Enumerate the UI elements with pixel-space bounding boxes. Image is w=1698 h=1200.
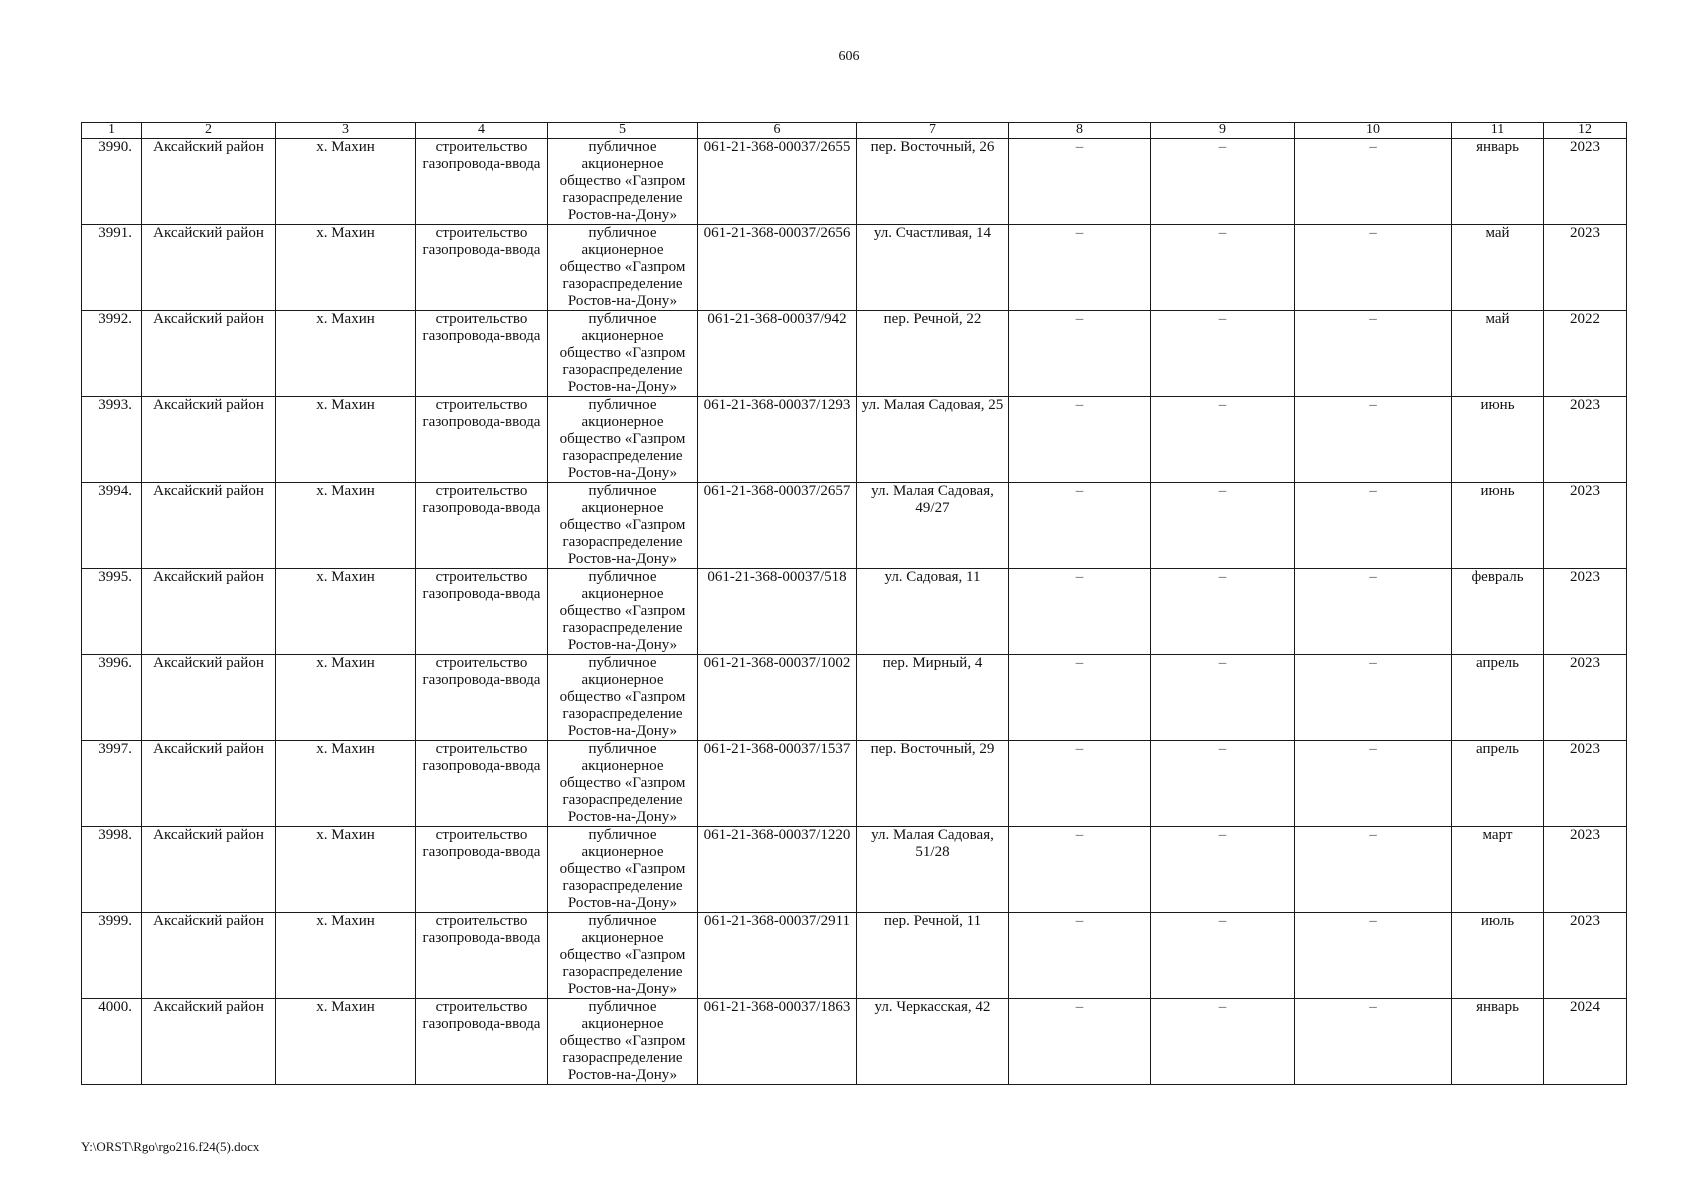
cell-column-9: – (1151, 999, 1295, 1085)
cell-district: Аксайский район (142, 139, 276, 225)
table-header (82, 123, 1627, 139)
table-row (82, 569, 1627, 655)
cell-registry-code: 061-21-368-00037/942 (698, 311, 857, 397)
cell-month: январь (1452, 999, 1544, 1085)
cell-year: 2022 (1544, 311, 1627, 397)
cell-month: май (1452, 311, 1544, 397)
cell-district: Аксайский район (142, 999, 276, 1085)
cell-registry-code: 061-21-368-00037/2655 (698, 139, 857, 225)
cell-row-number: 3994. (82, 483, 142, 569)
cell-locality: х. Махин (276, 827, 416, 913)
table-row (82, 483, 1627, 569)
cell-locality: х. Махин (276, 139, 416, 225)
cell-column-10: – (1295, 225, 1452, 311)
cell-address: ул. Садовая, 11 (857, 569, 1009, 655)
table-row (82, 827, 1627, 913)
cell-column-8: – (1009, 139, 1151, 225)
cell-locality: х. Махин (276, 999, 416, 1085)
column-header-3: 3 (276, 123, 416, 139)
cell-locality: х. Махин (276, 741, 416, 827)
cell-work-type: строительство газопровода-ввода (416, 655, 548, 741)
cell-month: июнь (1452, 397, 1544, 483)
cell-column-9: – (1151, 397, 1295, 483)
cell-address: пер. Восточный, 29 (857, 741, 1009, 827)
cell-locality: х. Махин (276, 569, 416, 655)
cell-column-10: – (1295, 655, 1452, 741)
table-row (82, 913, 1627, 999)
cell-organization: публичное акционерное общество «Газпром газораспределение Ростов-на-Дону» (548, 397, 698, 483)
cell-column-10: – (1295, 827, 1452, 913)
cell-row-number: 3996. (82, 655, 142, 741)
cell-address: ул. Черкасская, 42 (857, 999, 1009, 1085)
cell-district: Аксайский район (142, 827, 276, 913)
cell-registry-code: 061-21-368-00037/518 (698, 569, 857, 655)
cell-month: март (1452, 827, 1544, 913)
cell-year: 2023 (1544, 913, 1627, 999)
cell-month: февраль (1452, 569, 1544, 655)
cell-organization: публичное акционерное общество «Газпром газораспределение Ростов-на-Дону» (548, 569, 698, 655)
cell-column-10: – (1295, 311, 1452, 397)
cell-registry-code: 061-21-368-00037/1002 (698, 655, 857, 741)
cell-locality: х. Махин (276, 913, 416, 999)
cell-row-number: 3998. (82, 827, 142, 913)
cell-district: Аксайский район (142, 397, 276, 483)
cell-work-type: строительство газопровода-ввода (416, 999, 548, 1085)
column-header-1: 1 (82, 123, 142, 139)
cell-month: июль (1452, 913, 1544, 999)
column-header-6: 6 (698, 123, 857, 139)
cell-month: апрель (1452, 655, 1544, 741)
cell-month: январь (1452, 139, 1544, 225)
cell-row-number: 3993. (82, 397, 142, 483)
cell-column-10: – (1295, 139, 1452, 225)
column-header-5: 5 (548, 123, 698, 139)
cell-district: Аксайский район (142, 741, 276, 827)
table-body (82, 139, 1627, 1085)
cell-address: ул. Малая Садовая, 51/28 (857, 827, 1009, 913)
cell-row-number: 3999. (82, 913, 142, 999)
cell-column-8: – (1009, 397, 1151, 483)
cell-row-number: 3995. (82, 569, 142, 655)
cell-address: пер. Восточный, 26 (857, 139, 1009, 225)
cell-row-number: 3991. (82, 225, 142, 311)
cell-year: 2023 (1544, 741, 1627, 827)
cell-column-10: – (1295, 397, 1452, 483)
cell-column-9: – (1151, 913, 1295, 999)
cell-column-8: – (1009, 999, 1151, 1085)
cell-year: 2023 (1544, 483, 1627, 569)
cell-organization: публичное акционерное общество «Газпром газораспределение Ростов-на-Дону» (548, 913, 698, 999)
cell-year: 2023 (1544, 225, 1627, 311)
cell-work-type: строительство газопровода-ввода (416, 827, 548, 913)
cell-address: ул. Малая Садовая, 49/27 (857, 483, 1009, 569)
cell-work-type: строительство газопровода-ввода (416, 741, 548, 827)
cell-registry-code: 061-21-368-00037/1863 (698, 999, 857, 1085)
cell-locality: х. Махин (276, 483, 416, 569)
cell-column-9: – (1151, 655, 1295, 741)
cell-address: пер. Мирный, 4 (857, 655, 1009, 741)
cell-organization: публичное акционерное общество «Газпром газораспределение Ростов-на-Дону» (548, 225, 698, 311)
cell-organization: публичное акционерное общество «Газпром газораспределение Ростов-на-Дону» (548, 139, 698, 225)
cell-column-8: – (1009, 569, 1151, 655)
cell-locality: х. Махин (276, 311, 416, 397)
cell-month: май (1452, 225, 1544, 311)
table-row (82, 311, 1627, 397)
cell-registry-code: 061-21-368-00037/2657 (698, 483, 857, 569)
cell-column-9: – (1151, 827, 1295, 913)
cell-month: июнь (1452, 483, 1544, 569)
cell-registry-code: 061-21-368-00037/2656 (698, 225, 857, 311)
cell-district: Аксайский район (142, 569, 276, 655)
cell-work-type: строительство газопровода-ввода (416, 397, 548, 483)
cell-year: 2024 (1544, 999, 1627, 1085)
cell-locality: х. Махин (276, 655, 416, 741)
cell-district: Аксайский район (142, 655, 276, 741)
cell-work-type: строительство газопровода-ввода (416, 225, 548, 311)
table-row (82, 139, 1627, 225)
cell-locality: х. Махин (276, 397, 416, 483)
table-row (82, 655, 1627, 741)
cell-column-9: – (1151, 483, 1295, 569)
cell-column-8: – (1009, 311, 1151, 397)
footer-file-path: Y:\ORST\Rgo\rgo216.f24(5).docx (81, 1139, 260, 1154)
cell-year: 2023 (1544, 827, 1627, 913)
registry-table (81, 122, 1627, 1085)
column-header-11: 11 (1452, 123, 1544, 139)
cell-column-10: – (1295, 999, 1452, 1085)
column-header-12: 12 (1544, 123, 1627, 139)
cell-work-type: строительство газопровода-ввода (416, 569, 548, 655)
cell-registry-code: 061-21-368-00037/2911 (698, 913, 857, 999)
cell-column-8: – (1009, 913, 1151, 999)
cell-column-10: – (1295, 569, 1452, 655)
cell-address: пер. Речной, 22 (857, 311, 1009, 397)
cell-row-number: 3997. (82, 741, 142, 827)
cell-district: Аксайский район (142, 913, 276, 999)
cell-column-9: – (1151, 311, 1295, 397)
table-row (82, 397, 1627, 483)
cell-column-8: – (1009, 225, 1151, 311)
cell-column-8: – (1009, 741, 1151, 827)
cell-organization: публичное акционерное общество «Газпром газораспределение Ростов-на-Дону» (548, 311, 698, 397)
cell-row-number: 4000. (82, 999, 142, 1085)
column-header-2: 2 (142, 123, 276, 139)
cell-column-10: – (1295, 741, 1452, 827)
cell-locality: х. Махин (276, 225, 416, 311)
cell-address: ул. Счастливая, 14 (857, 225, 1009, 311)
cell-column-9: – (1151, 139, 1295, 225)
cell-column-9: – (1151, 569, 1295, 655)
cell-work-type: строительство газопровода-ввода (416, 483, 548, 569)
cell-year: 2023 (1544, 397, 1627, 483)
table-row (82, 999, 1627, 1085)
cell-column-8: – (1009, 655, 1151, 741)
cell-registry-code: 061-21-368-00037/1220 (698, 827, 857, 913)
cell-year: 2023 (1544, 569, 1627, 655)
cell-column-9: – (1151, 741, 1295, 827)
cell-column-9: – (1151, 225, 1295, 311)
cell-column-10: – (1295, 913, 1452, 999)
cell-column-10: – (1295, 483, 1452, 569)
cell-column-8: – (1009, 483, 1151, 569)
cell-work-type: строительство газопровода-ввода (416, 311, 548, 397)
header-row (82, 123, 1627, 139)
cell-organization: публичное акционерное общество «Газпром газораспределение Ростов-на-Дону» (548, 827, 698, 913)
table-row (82, 741, 1627, 827)
cell-work-type: строительство газопровода-ввода (416, 913, 548, 999)
cell-organization: публичное акционерное общество «Газпром газораспределение Ростов-на-Дону» (548, 999, 698, 1085)
cell-row-number: 3992. (82, 311, 142, 397)
cell-column-8: – (1009, 827, 1151, 913)
cell-address: пер. Речной, 11 (857, 913, 1009, 999)
cell-address: ул. Малая Садовая, 25 (857, 397, 1009, 483)
cell-month: апрель (1452, 741, 1544, 827)
cell-organization: публичное акционерное общество «Газпром газораспределение Ростов-на-Дону» (548, 741, 698, 827)
column-header-4: 4 (416, 123, 548, 139)
cell-work-type: строительство газопровода-ввода (416, 139, 548, 225)
cell-year: 2023 (1544, 139, 1627, 225)
page-number: 606 (838, 49, 860, 64)
cell-district: Аксайский район (142, 225, 276, 311)
cell-year: 2023 (1544, 655, 1627, 741)
column-header-8: 8 (1009, 123, 1151, 139)
cell-row-number: 3990. (82, 139, 142, 225)
cell-registry-code: 061-21-368-00037/1293 (698, 397, 857, 483)
column-header-9: 9 (1151, 123, 1295, 139)
cell-registry-code: 061-21-368-00037/1537 (698, 741, 857, 827)
cell-organization: публичное акционерное общество «Газпром газораспределение Ростов-на-Дону» (548, 655, 698, 741)
cell-district: Аксайский район (142, 483, 276, 569)
cell-organization: публичное акционерное общество «Газпром газораспределение Ростов-на-Дону» (548, 483, 698, 569)
table-row (82, 225, 1627, 311)
cell-district: Аксайский район (142, 311, 276, 397)
column-header-10: 10 (1295, 123, 1452, 139)
column-header-7: 7 (857, 123, 1009, 139)
